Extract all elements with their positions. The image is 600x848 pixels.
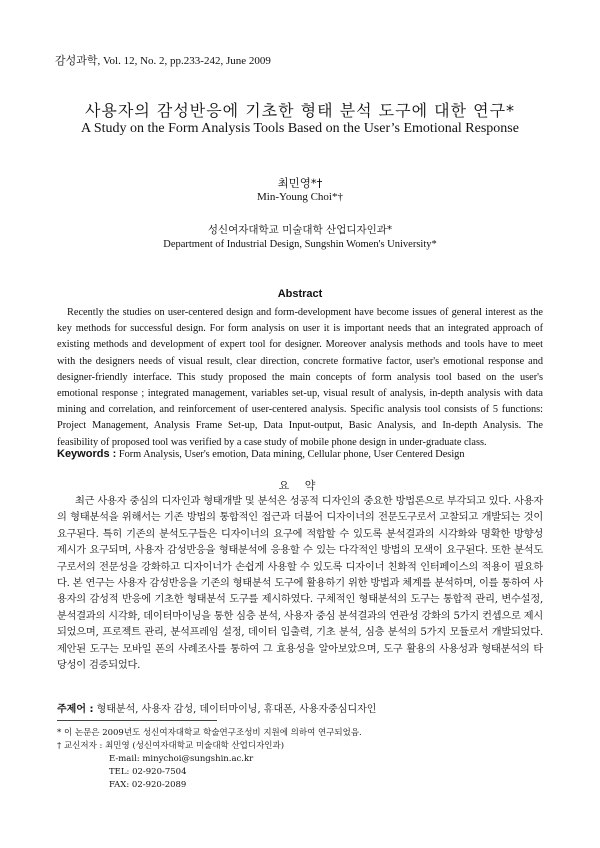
keywords-korean bbox=[57, 700, 543, 715]
keywords-label: Keywords : bbox=[57, 448, 117, 460]
keywords bbox=[57, 447, 543, 462]
footnote-fax: FAX: 02-920-2089 bbox=[109, 780, 187, 790]
title-english: A Study on the Form Analysis Tools Based on the User’s Emotional Response bbox=[81, 121, 519, 136]
footnote-divider bbox=[57, 720, 217, 721]
keywords-text: Form Analysis, User's emotion, Data mining, Cellular phone, User Centered Design bbox=[118, 449, 465, 460]
footnotes bbox=[57, 727, 362, 792]
keywords-korean-label: 주제어 : bbox=[57, 704, 94, 715]
summary-heading: 요 약 bbox=[278, 479, 322, 492]
footnote-funding: * 이 논문은 2009년도 성신여자대학교 학술연구조성비 지원에 의하여 연구되었음. bbox=[57, 728, 362, 738]
footnote-corresponding-author: † 교신저자 : 최민영 (성신여자대학교 미술대학 산업디자인과) bbox=[57, 741, 285, 751]
author-korean: 최민영*† bbox=[277, 176, 323, 190]
affiliation-korean: 성신여자대학교 미술대학 산업디자인과* bbox=[207, 224, 393, 236]
abstract-heading: Abstract bbox=[277, 288, 323, 300]
journal-citation: 감성과학, Vol. 12, No. 2, pp.233-242, June 2009 bbox=[55, 55, 271, 67]
author-english: Min-Young Choi*† bbox=[257, 191, 343, 203]
affiliation-english: Department of Industrial Design, Sungshin Women's University* bbox=[163, 239, 437, 250]
summary-text: 최근 사용자 중심의 디자인과 형태개발 및 분석은 성공적 디자인의 중요한 방법론으로 부각되고 있다. 사용자의 형태분석을 위해서는 기존 방법의 통합적인 접근과 더불어 디자이너의 전문도구로서 고찰되고 개발되는 것이 요구된다. 특히 기존의 분석도구들은 디자이너의 요구에 적합할 수 있도록 분석결과의 시각화와 명확한 방향성 제시가 요구되며, 사용자 감성반응을 형태분석에 응용할 수 있는 다각적인 방법의 모색이 요구된다. 또한 분석도구로서의 전문성을 강화하고 디자이너가 손쉽게 사용할 수 있도록 디자이너 친화적 인터페이스의 적용이 필요하다. 본 연구는 사용자 감성반응을 기존의 형태분석 도구에 활용하기 위한 방법과 체계를 분석하며, 이를 통하여 사용자의 감성적 반응에 기초한 형태분석 도구를 제시하였다. 구체적인 형태분석의 도구는 통합적 관리, 변수설정, 분석결과의 시각화, 데이터마이닝을 통한 심층 분석, 사용자 중심 분석결과의 연관성 강화의 5가지 컨셉으로 제시되었으며, 프로젝트 관리, 분석프레임 설정, 데이터 입출력, 기초 분석, 심층 분석의 5가지 모듈로서 개발되었다. 제안된 도구는 모바일 폰의 사례조사를 통하여 그 효용성을 알아보았으며, 도구 활용의 사용성과 형태분석의 타당성이 검증되었다. bbox=[57, 496, 543, 672]
title-korean: 사용자의 감성반응에 기초한 형태 분석 도구에 대한 연구* bbox=[84, 101, 516, 120]
abstract-text: Recently the studies on user-centered design and form-development have become issues of general interest as the key methods for successful design. For form analysis on user it is important needs that an integrated approach of existing methods and development of expert tool for designer. Moreover analysis methods and tools have to meet with the designers needs of visual result, clear direction, concrete formative factor, user's emotional response and designer-friendly interface. This study proposed the main concepts of form analysis tool based on the user's emotional response ; integrated management, variables set-up, visual result of analysis, in-depth analysis with data mining and correlation, and reinforcement of user-centered analysis. Specific analysis tool consists of 5 functions: Project Management, Analysis Frame Set-up, Data Input-output, Basic Analysis, and In-depth Analysis. The feasibility of proposed tool was verified by a case study of mobile phone design in under-graduate class. bbox=[57, 307, 543, 448]
footnote-tel: TEL: 02-920-7504 bbox=[109, 767, 187, 777]
keywords-korean-text: 형태분석, 사용자 감성, 데이터마이닝, 휴대폰, 사용자중심디자인 bbox=[96, 704, 377, 715]
footnote-email: E-mail: minychoi@sungshin.ac.kr bbox=[109, 754, 254, 764]
